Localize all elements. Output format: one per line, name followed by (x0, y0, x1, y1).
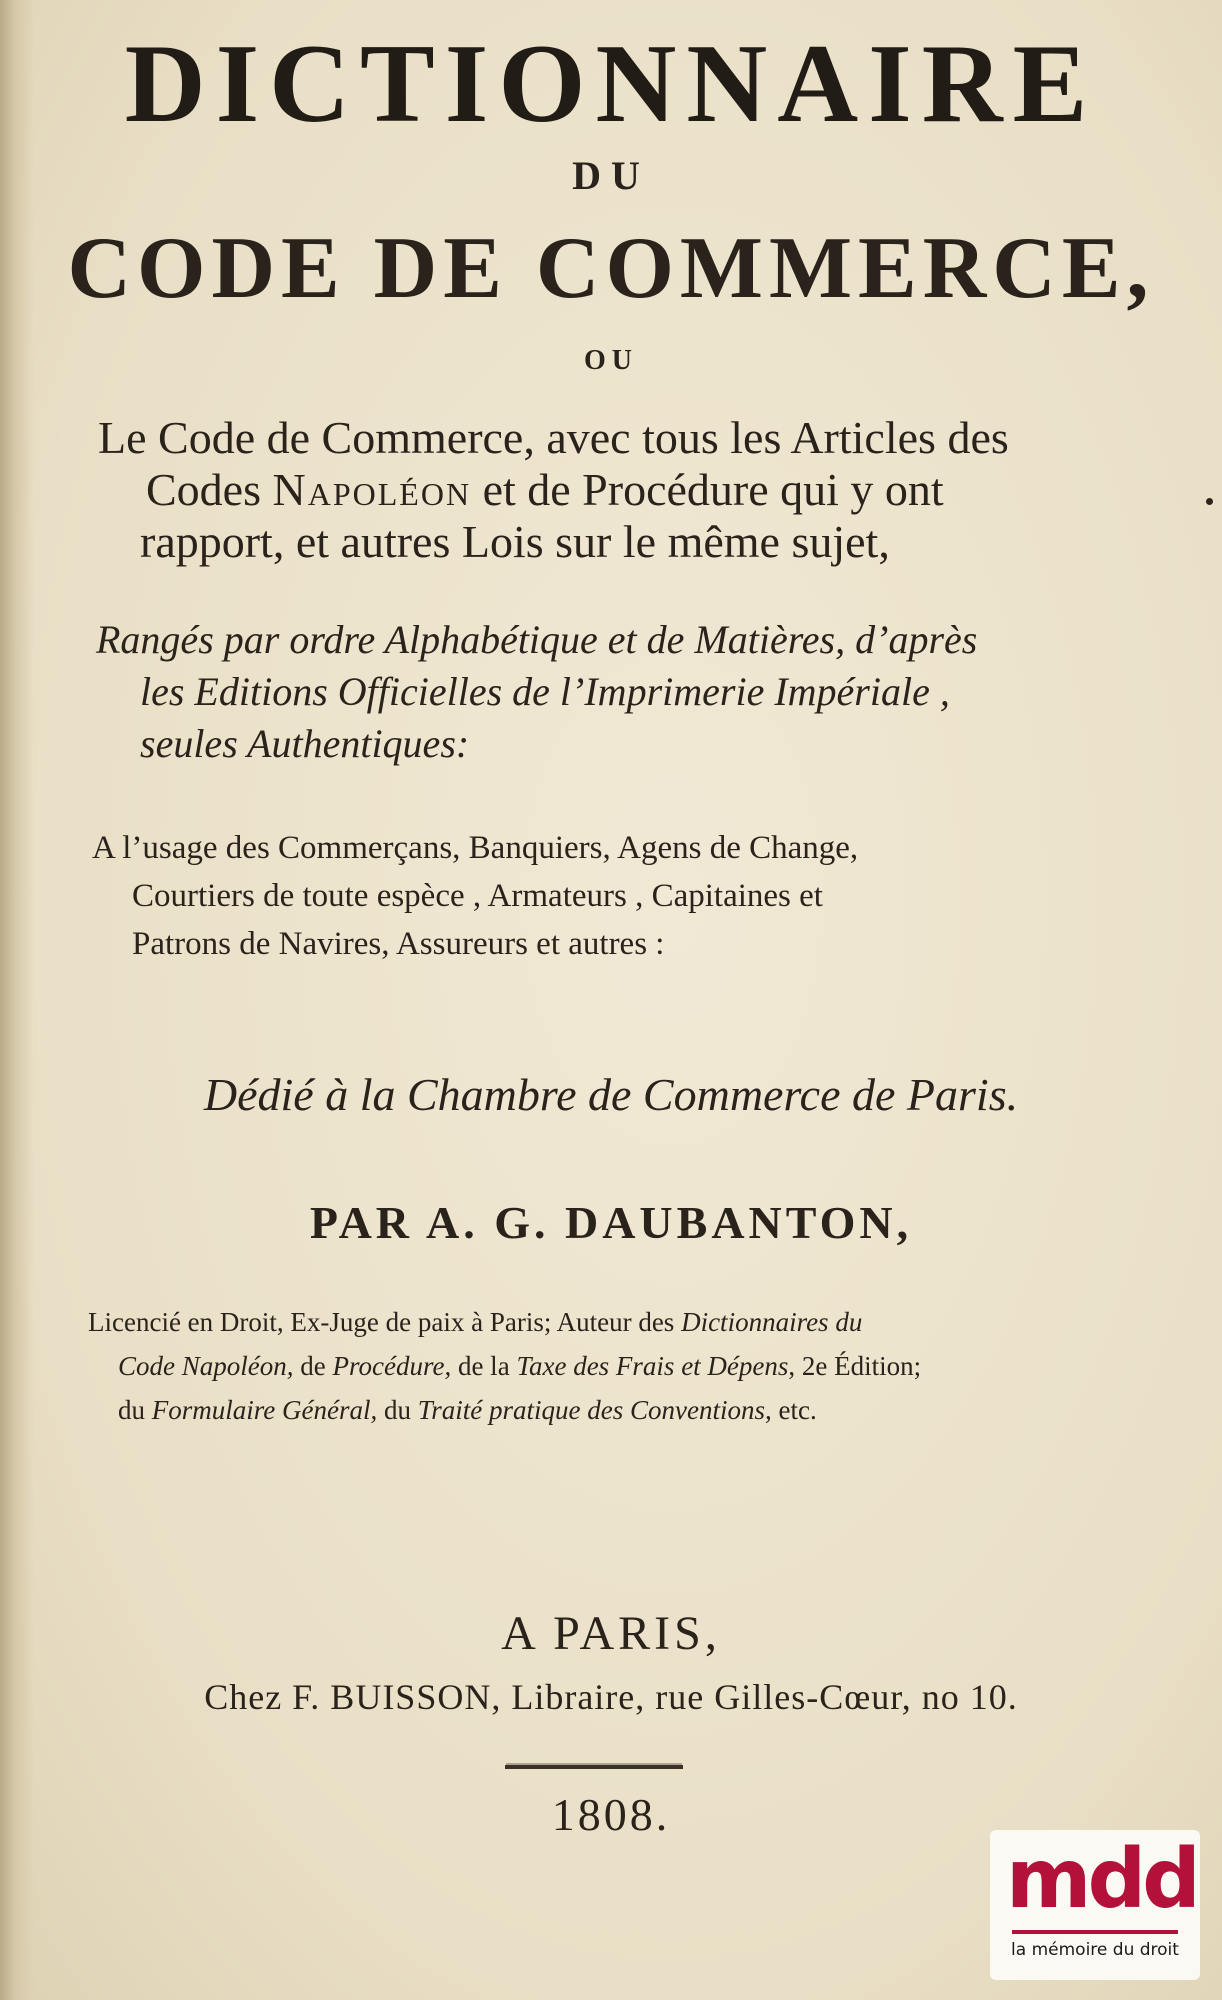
arrangement-line: seules Authentiques: (140, 721, 470, 766)
arrangement-line: les Editions Officielles de l’Imprimerie Impériale , (140, 669, 950, 714)
logo-text: la mémoire du droit (1011, 1940, 1179, 1960)
arrangement-paragraph (96, 614, 1156, 770)
title-connector-ou: OU (584, 345, 638, 376)
credentials-line: Code Napoléon, de Procédure, de la Taxe des Frais et Dépens, 2e Édition; (118, 1351, 922, 1381)
description-line: rapport, et autres Lois sur le même sujet, (140, 516, 890, 567)
audience-line: A l’usage des Commerçans, Banquiers, Agens de Change, (92, 830, 859, 866)
audience-line: Patrons de Navires, Assureurs et autres : (132, 926, 665, 962)
author-line: PAR A. G. DAUBANTON, (309, 1197, 913, 1248)
imprint-publisher: Chez F. BUISSON, Libraire, rue Gilles-Cœur, no 10. (204, 1677, 1018, 1717)
logo-underline (1012, 1930, 1178, 1934)
title-connector-du: DU (572, 153, 650, 198)
mdd-logo (990, 1830, 1200, 1980)
imprint-city: A PARIS, (501, 1607, 721, 1660)
description-paragraph (98, 412, 1138, 568)
audience-line: Courtiers de toute espèce , Armateurs , Capitaines et (132, 878, 823, 914)
credentials-line: Licencié en Droit, Ex-Juge de paix à Paris; Auteur des Dictionnaires du (88, 1307, 863, 1337)
description-line: Le Code de Commerce, avec tous les Articles des (98, 412, 1009, 463)
paper-speck (1206, 498, 1213, 505)
main-title: DICTIONNAIRE (124, 22, 1098, 146)
logo-mark: mdd (1006, 1832, 1197, 1927)
audience-paragraph (92, 824, 1162, 968)
dedication: Dédié à la Chambre de Commerce de Paris. (203, 1069, 1019, 1120)
arrangement-line: Rangés par ordre Alphabétique et de Matières, d’après (96, 617, 978, 662)
subtitle-code-de-commerce: CODE DE COMMERCE, (67, 220, 1155, 317)
imprint-rule (505, 1765, 683, 1769)
credentials-line: du Formulaire Général, du Traité pratique des Conventions, etc. (118, 1395, 817, 1425)
author-credentials (88, 1300, 1148, 1432)
description-line: Codes Napoléon et de Procédure qui y ont (146, 464, 944, 515)
imprint-year: 1808. (551, 1789, 671, 1840)
